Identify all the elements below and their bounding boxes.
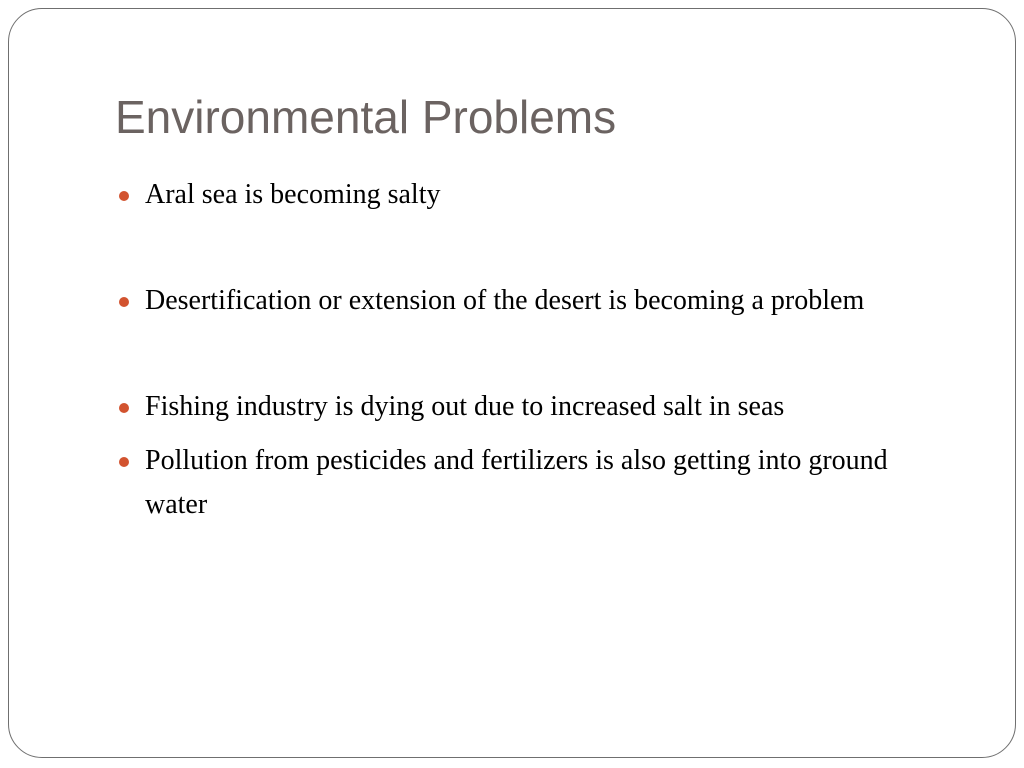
bullet-dot-icon — [119, 457, 129, 467]
bullet-item — [115, 279, 935, 323]
slide-title: Environmental Problems — [115, 91, 617, 143]
bullet-text: Fishing industry is dying out due to increased salt in seas — [145, 391, 785, 422]
bullet-item — [115, 173, 935, 217]
bullet-dot-icon — [119, 297, 129, 307]
bullet-text: Pollution from pesticides and fertilizers is also getting into ground water — [145, 445, 888, 520]
bullet-list — [115, 173, 935, 527]
bullet-dot-icon — [119, 403, 129, 413]
bullet-item — [115, 439, 935, 527]
bullet-item — [115, 385, 935, 429]
slide — [8, 8, 1016, 758]
bullet-dot-icon — [119, 191, 129, 201]
bullet-text: Aral sea is becoming salty — [145, 179, 441, 210]
bullet-text: Desertification or extension of the desert is becoming a problem — [145, 285, 865, 316]
